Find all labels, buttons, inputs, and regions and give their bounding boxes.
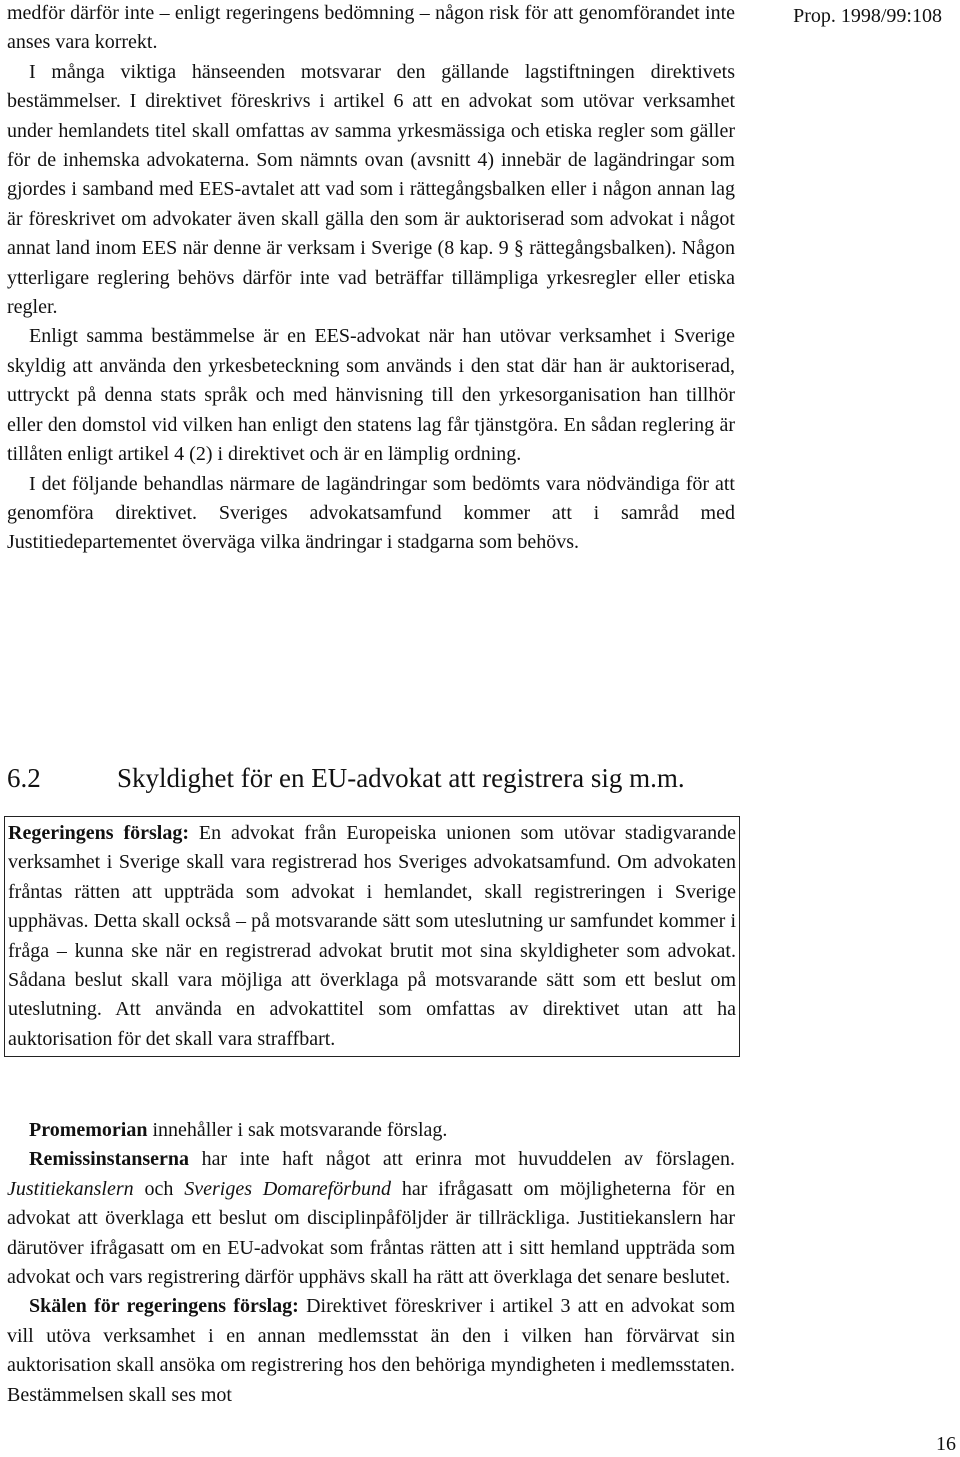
remiss-text: har ifrågasatt om möjligheterna för en advokat att överklaga ett beslut om disciplinpåföljder är tillräckliga. Justitiekanslern har därutöver ifrågasatt om en EU-advokat som fråntas rätten att i sitt hemland uppträda som advokat och vars registrering därför upphävs skall ha rätt att överklaga det senare beslutet.: [7, 1177, 735, 1289]
skal-paragraph: [7, 1292, 735, 1410]
section-number: 6.2: [7, 763, 41, 793]
body-text-bottom: [7, 1116, 735, 1410]
remiss-text: har inte haft något att erinra mot huvuddelen av förslagen.: [189, 1148, 735, 1171]
skal-text: Direktivet föreskriver i artikel 3 att en advokat som vill utöva verksamhet i en annan medlemsstat än den i vilken han förvärvat sin auktorisation skall ansöka om registrering hos den behöriga myndigheten i medlemsstaten. Bestämmelsen skall ses mot: [7, 1295, 736, 1406]
paragraph: I det följande behandlas närmare de lagändringar som bedömts vara nödvändiga för att genomföra direktivet. Sveriges advokatsamfund kommer att i samråd med Justitiedepartementet överväga vilka ändringar i stadgarna som behövs.: [7, 472, 735, 554]
proposal-paragraph: [8, 819, 736, 1054]
skal-label: Skälen för regeringens förslag:: [29, 1295, 299, 1318]
section-heading: [7, 761, 685, 795]
document-reference: Prop. 1998/99:108: [793, 5, 942, 27]
paragraph: I många viktiga hänseenden motsvarar den gällande lagstiftningen direktivets bestämmelser. I direktivet föreskrivs i artikel 6 att en advokat som utövar verksamhet under hemlandets titel skall omfattas av samma yrkesmässiga och etiska regler som gäller för de inhemska advokaterna. Som nämnts ovan (avsnitt 4) innebär de lagändringar som gjordes i samband med EES-avtalet att vad som i rättegångsbalken eller i någon annan lag är föreskrivet om advokater även skall gälla den som är auktoriserad som advokat i något annat land inom EES när denne är verksam i Sverige (8 kap. 9 § rättegångsbalken). Någon ytterligare reglering behövs därför inte vad beträffar tillämpliga yrkesregler eller etiska regler.: [7, 60, 735, 319]
promemoria-label: Promemorian: [29, 1119, 148, 1141]
proposal-label: Regeringens förslag:: [8, 822, 189, 844]
paragraph: Enligt samma bestämmelse är en EES-advokat när han utövar verksamhet i Sverige skyldig att använda den yrkesbeteckning som används i den stat där han är auktoriserad, uttryckt på denna stats språk och med hänvisning till den yrkesorganisation han tillhör eller den domstol vid vilken han enligt den statens lag får tjänstgöra. En sådan reglering är tillåten enligt artikel 4 (2) i direktivet och är en lämplig ordning.: [7, 325, 735, 466]
section-title: Skyldighet för en EU-advokat att registrera sig m.m.: [117, 763, 685, 793]
proposal-text: En advokat från Europeiska unionen som utövar stadigvarande verksamhet i Sverige skall vara registrerad hos Sveriges advokatsamfund. Om advokaten fråntas rätten att uppträda som advokat i hemlandet, skall registreringen i Sverige upphävas. Detta skall också – på motsvarande sätt som uteslutning ur samfundet kommer i fråga – kunna ske när en registrerad advokat brutit mot sina skyldigheter som advokat. Sådana beslut skall vara möjliga att överklaga på motsvarande sätt som ett beslut om uteslutning. Att använda en advokattitel som omfattas av direktivet utan att ha auktorisation för det skall vara straffbart.: [8, 822, 736, 1050]
remiss-paragraph: [7, 1145, 735, 1292]
remiss-italic: Justitiekanslern: [7, 1177, 134, 1200]
body-text-top: [7, 0, 735, 558]
government-proposal-box: [4, 816, 740, 1057]
page-number: 16: [936, 1433, 956, 1455]
remiss-text: och: [133, 1177, 185, 1200]
promemoria-paragraph: [7, 1116, 735, 1145]
remiss-label: Remissinstanserna: [29, 1148, 190, 1171]
promemoria-text: innehåller i sak motsvarande förslag.: [147, 1119, 448, 1141]
remiss-italic: Sveriges Domareförbund: [184, 1177, 392, 1200]
paragraph: medför därför inte – enligt regeringens bedömning – någon risk för att genomförandet inte anses vara korrekt.: [7, 2, 735, 54]
